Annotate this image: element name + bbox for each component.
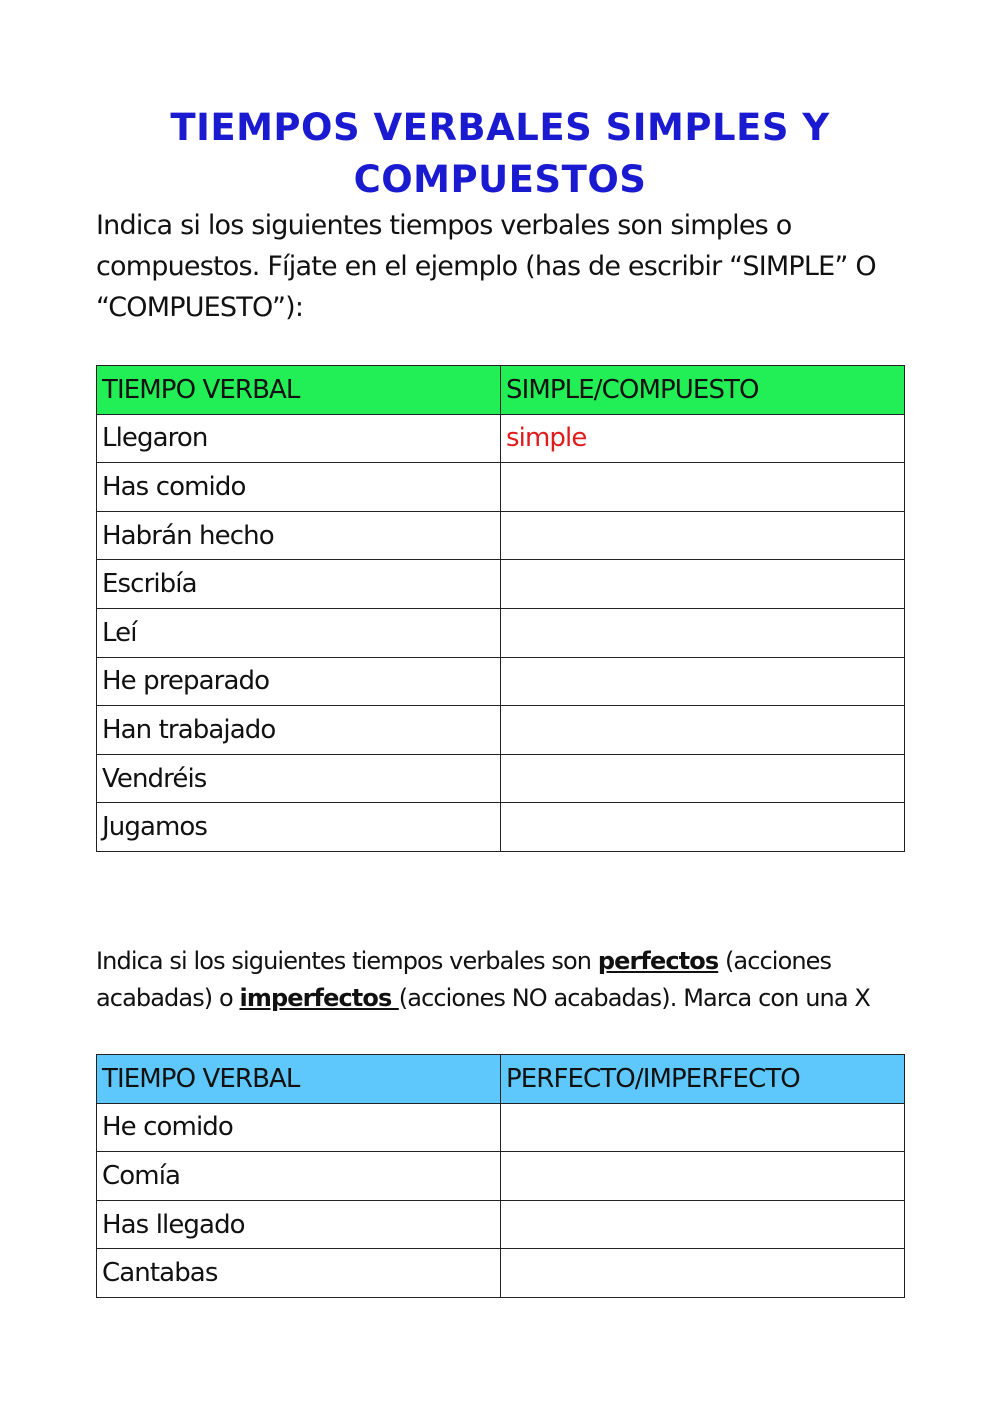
answer-cell[interactable]	[501, 1200, 905, 1249]
section2-instruction-part2: (acciones acabadas) o	[96, 947, 832, 1012]
table-row	[97, 511, 905, 560]
answer-cell[interactable]: simple	[501, 414, 905, 463]
table-row	[97, 1103, 905, 1152]
keyword-imperfectos: imperfectos	[239, 984, 399, 1012]
page-title	[96, 102, 904, 206]
verb-cell: Vendréis	[97, 754, 501, 803]
verb-cell: Cantabas	[97, 1249, 501, 1298]
answer-cell[interactable]	[501, 1152, 905, 1201]
verb-cell: Has comido	[97, 463, 501, 512]
table-header-row	[97, 366, 905, 415]
perfect-imperfect-table	[96, 1054, 905, 1298]
answer-cell[interactable]	[501, 754, 905, 803]
title-line-1: TIEMPOS VERBALES SIMPLES Y	[170, 106, 830, 149]
verb-cell: Jugamos	[97, 803, 501, 852]
section2-instruction-part1: Indica si los siguientes tiempos verbales son	[96, 947, 598, 975]
answer-cell[interactable]	[501, 511, 905, 560]
header-tiempo-verbal: TIEMPO VERBAL	[97, 366, 501, 415]
table-row	[97, 1249, 905, 1298]
table-row	[97, 463, 905, 512]
table-row	[97, 1200, 905, 1249]
table-header-row	[97, 1055, 905, 1104]
answer-cell[interactable]	[501, 1249, 905, 1298]
section1-instruction: Indica si los siguientes tiempos verbales son simples o compuestos. Fíjate en el ejemplo (has de escribir “SIMPLE” O “COMPUESTO”):	[96, 210, 876, 323]
header-tiempo-verbal: TIEMPO VERBAL	[97, 1055, 501, 1104]
table-row	[97, 706, 905, 755]
verb-cell: Comía	[97, 1152, 501, 1201]
answer-cell[interactable]	[501, 608, 905, 657]
answer-cell[interactable]	[501, 560, 905, 609]
verb-cell: Leí	[97, 608, 501, 657]
verb-cell: Han trabajado	[97, 706, 501, 755]
answer-cell[interactable]	[501, 706, 905, 755]
table-row	[97, 754, 905, 803]
verb-cell: Habrán hecho	[97, 511, 501, 560]
simple-compound-table	[96, 365, 905, 852]
section2-instruction-part3: (acciones NO acabadas). Marca con una X	[398, 984, 870, 1012]
verb-cell: He preparado	[97, 657, 501, 706]
answer-cell[interactable]	[501, 657, 905, 706]
verb-cell: He comido	[97, 1103, 501, 1152]
verb-cell: Has llegado	[97, 1200, 501, 1249]
table-row	[97, 803, 905, 852]
answer-cell[interactable]	[501, 803, 905, 852]
table-row	[97, 1152, 905, 1201]
table-row	[97, 560, 905, 609]
table-row	[97, 608, 905, 657]
table-row	[97, 414, 905, 463]
title-line-2: COMPUESTOS	[353, 158, 647, 201]
table-row	[97, 657, 905, 706]
header-classification: PERFECTO/IMPERFECTO	[501, 1055, 905, 1104]
keyword-perfectos: perfectos	[597, 947, 719, 975]
answer-cell[interactable]	[501, 1103, 905, 1152]
answer-cell[interactable]	[501, 463, 905, 512]
section2-instruction	[96, 943, 916, 1017]
verb-cell: Llegaron	[97, 414, 501, 463]
header-classification: SIMPLE/COMPUESTO	[501, 366, 905, 415]
verb-cell: Escribía	[97, 560, 501, 609]
